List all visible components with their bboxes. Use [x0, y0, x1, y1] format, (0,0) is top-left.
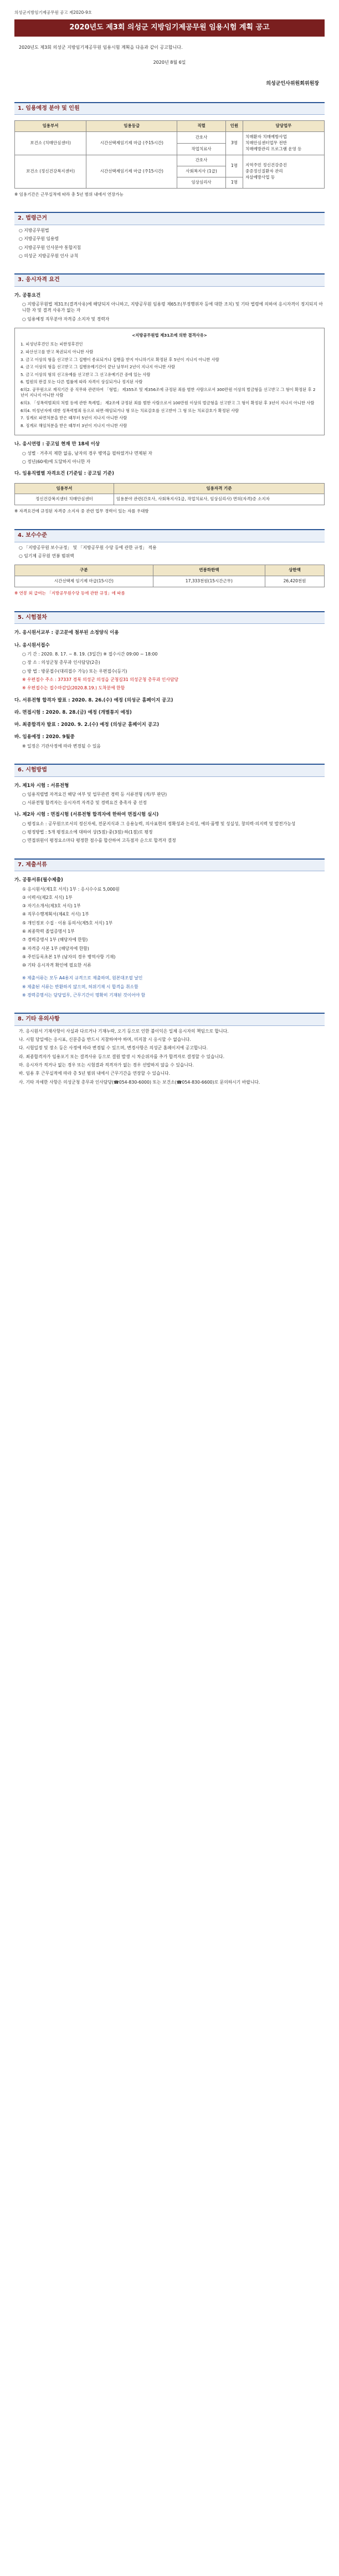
sub-heading: 가. 응시원서교부 : 공고문에 첨부된 소정양식 이용 [14, 630, 119, 636]
issuer: 의성군인사위원회위원장 [266, 80, 319, 87]
section-5-title: 5. 시험절차 [14, 611, 325, 624]
box-line: 6의3. 「성폭력범죄의 처벌 등에 관한 특례법」 제2조에 규정된 죄를 범한 사람으로서 100만원 이상의 벌금형을 선고받고 그 형이 확정된 후 3년이 지나지 아니한 사람 [20, 400, 315, 406]
sub-heading: 바. 임용예정 : 2020. 9월중 [14, 734, 75, 740]
list-item: 라. 최종합격자가 임용포기 또는 결격사유 등으로 결원 발생 시 차순위자를 추가 합격자로 결정할 수 있습니다. [19, 1054, 225, 1059]
list-item: 바. 임용 후 근무실적에 따라 총 5년 범위 내에서 근무기간을 연장할 수 있습니다. [19, 1071, 171, 1076]
mail-address-note: ※ 우편접수 주소 : 37337 경북 의성군 의성읍 군청길31 의성군청 총무과 인사담당 [22, 677, 179, 682]
box-line: 2. 파산선고를 받고 복권되지 아니한 사람 [20, 349, 94, 354]
list-item: ○ 장 소 : 의성군청 총무과 인사담당(2층) [22, 660, 100, 665]
section-4-title: 4. 보수수준 [14, 529, 325, 542]
mail-deadline-note: ※ 우편접수는 접수마감일(2020.8.19.) 도착분에 한함 [22, 685, 125, 691]
list-item: ○ 지방공무원법 제31조(결격사유)에 해당되지 아니하고, 지방공무원 임용령 제65조(부정행위자 등에 대한 조치) 및 기타 법령에 의하여 응시자격이 정지되지 아니한 자 및 결격 사유가 없는 자 [22, 301, 323, 313]
box-title: <지방공무원법 제31조에 의한 결격사유> [132, 332, 207, 338]
section-7-title: 7. 제출서류 [14, 858, 325, 872]
box-line: 1. 피성년후견인 또는 피한정후견인 [20, 342, 83, 347]
list-item: 다. 시험일정 및 장소 등은 사정에 따라 변경될 수 있으며, 변경사항은 의성군 홈페이지에 공고합니다. [19, 1045, 208, 1051]
list-item: ○ 지방공무원법 [19, 227, 49, 233]
notice-date: 2020년 8월 6일 [153, 60, 186, 65]
sub-heading: 라. 면접시험 : 2020. 8. 28.(금) 예정 (개별통지 예정) [14, 709, 132, 715]
list-item: ○ 기 간 : 2020. 8. 17. ~ 8. 19. (3일간) ※ 접수시간 09:00 ~ 18:00 [22, 652, 158, 657]
table-row: 정신건강복지센터 치매안심센터 임용분야 관련(간호사, 사회복지사1급, 작업치료사, 임상심리사) 면허(자격)증 소지자 [15, 494, 325, 505]
col-dept: 임용부서 [15, 121, 86, 132]
box-line: 7. 징계로 파면처분을 받은 때부터 5년이 지나지 아니한 사람 [20, 415, 127, 421]
table-row: 시간선택제 임기제 마급(15시간) 17,333천원(15시간근무) 26,420천원 [15, 576, 325, 587]
intro-text: 2020년도 제3회 의성군 지방임기제공무원 임용시험 계획을 다음과 같이 공고합니다. [19, 44, 183, 50]
box-line: 6. 법원의 판결 또는 다른 법률에 따라 자격이 상실되거나 정지된 사람 [20, 379, 143, 385]
section-8-title: 8. 기타 유의사항 [14, 1013, 325, 1026]
qualification-note: ※ 자격요건에 규정된 자격증 소지자 중 관련 업무 경력이 있는 자를 우대함 [14, 509, 149, 514]
list-item: 가. 응시원서 기재사항이 사실과 다르거나 기재누락, 오기 등으로 인한 불이익은 일체 응시자의 책임으로 합니다. [19, 1028, 229, 1034]
list-item: ○ 임용예정 직무분야 자격증 소지자 및 경력자 [22, 316, 110, 322]
col-job: 직렬 [177, 121, 225, 132]
list-item: ② 이력서(제2호 서식) 1부 [22, 895, 73, 900]
box-line: 6의4. 미성년자에 대한 성폭력범죄 등으로 파면·해임되거나 형 또는 치료감호를 선고받아 그 형 또는 치료감호가 확정된 사람 [20, 408, 239, 413]
list-item: ○ 성별 · 거주지 제한 없음, 남자의 경우 병역을 필하였거나 면제된 자 [22, 450, 152, 456]
sub-heading: 나. 제2차 시험 : 면접시험 (서류전형 합격자에 한하여 면접시험 실시) [14, 812, 159, 818]
table-row: 보건소 (정신건강복지센터) 시간선택제임기제 마급 (주15시간) 간호사 1명 지역주민 정신건강증진 중증정신질환자 관리 자살예방사업 등 [15, 155, 325, 166]
section-6-title: 6. 시험방법 [14, 764, 325, 777]
list-item: ⑦ 경력증명서 1부 (해당자에 한함) [22, 937, 88, 943]
list-item: 사. 기타 자세한 사항은 의성군청 총무과 인사담당(☎054-830-6000) 또는 보건소(☎054-830-6600)로 문의하시기 바랍니다. [19, 1079, 260, 1085]
list-item: ○ 방 법 : 방문접수(대리접수 가능) 또는 우편접수(등기) [22, 668, 127, 674]
sub-heading: 다. 임용직렬별 자격요건 (기준일 : 공고일 기준) [14, 471, 114, 477]
sub-heading: 마. 최종합격자 발표 : 2020. 9. 2.(수) 예정 (의성군 홈페이지 공고) [14, 722, 160, 728]
list-item: ○ 평정방법 : 5개 평정요소에 대하여 상(5점)·중(3점)·하(1점)로 평정 [22, 830, 153, 835]
schedule-note: ※ 일정은 기관사정에 따라 변경될 수 있음 [22, 743, 101, 749]
sub-heading: 나. 응시원서접수 [14, 642, 50, 648]
list-item: ③ 자기소개서(제3호 서식) 1부 [22, 903, 81, 909]
col-count: 인원 [225, 121, 243, 132]
box-line: 5. 금고 이상의 형의 선고유예를 선고받고 그 선고유예기간 중에 있는 사람 [20, 372, 151, 377]
list-item: ④ 직무수행계획서(제4호 서식) 1부 [22, 912, 89, 917]
list-item: ○ 임용직렬별 자격요건 해당 여부 및 업무관련 경력 등 서류전형 (적/부 판단) [22, 791, 167, 797]
list-item: ⑧ 자격증 사본 1부 (해당자에 한함) [22, 946, 89, 951]
list-item: ○ 지방공무원 임용령 [19, 236, 59, 242]
sub-heading: 다. 서류전형 합격자 발표 : 2020. 8. 26.(수) 예정 (의성군 홈페이지 공고) [14, 697, 173, 703]
sub-heading: 가. 공통서류(필수제출) [14, 877, 63, 883]
list-item: ○ 서류전형 합격자는 응시자격 자격증 및 경력요건 충족자 중 선정 [22, 800, 147, 806]
list-item: ○ 의성군 지방공무원 인사 규칙 [19, 253, 79, 258]
list-item: ○ 임기제 공무원 연봉 범위액 [19, 553, 74, 558]
documents-note: ※ 제출서류는 모두 A4용지 규격으로 제출하며, 원본대조필 날인 [22, 975, 143, 981]
list-item: ⑨ 주민등록초본 1부 (남자의 경우 병역사항 기재) [22, 954, 116, 959]
positions-table [14, 120, 325, 188]
documents-note: ※ 경력증명서는 담당업무, 근무기간이 명확히 기재된 것이어야 함 [22, 993, 146, 998]
box-line: 4. 금고 이상의 형을 선고받고 그 집행유예기간이 끝난 날부터 2년이 지나지 아니한 사람 [20, 364, 176, 370]
list-item: ○ 「지방공무원 보수규정」 및 「지방공무원 수당 등에 관한 규정」 적용 [19, 545, 157, 550]
list-item: 나. 시험 당일에는 응시표, 신분증을 반드시 지참하여야 하며, 미지참 시 응시할 수 없습니다. [19, 1037, 191, 1043]
col-duty: 담당업무 [243, 121, 324, 132]
list-item: ⑥ 최종학력 졸업증명서 1부 [22, 928, 75, 934]
table-row: 사회복지사 (1급) [15, 166, 325, 177]
table-row: 작업치료사 [15, 144, 325, 155]
qualification-table: 임용부서 임용자격 기준 정신건강복지센터 치매안심센터 임용분야 관련(간호사, 사회복지사1급, 작업치료사, 임상심리사) 면허(자격)증 소지자 [14, 483, 325, 506]
list-item: ○ 평정요소 : 공무원으로서의 정신자세, 전문지식과 그 응용능력, 의사표현의 정확성과 논리성, 예의·품행 및 성실성, 창의력·의지력 및 발전가능성 [22, 821, 296, 826]
box-line: 8. 징계로 해임처분을 받은 때부터 3년이 지나지 아니한 사람 [20, 423, 127, 428]
box-line: 3. 금고 이상의 형을 선고받고 그 집행이 종료되거나 집행을 받지 아니하기로 확정된 후 5년이 지나지 아니한 사람 [20, 357, 219, 362]
col-grade: 임용등급 [86, 121, 177, 132]
list-item: ⑩ 기타 응시자격 확인에 필요한 서류 [22, 963, 91, 968]
sub-heading: 가. 제1차 시험 : 서류전형 [14, 783, 69, 789]
notice-number: 의성군지방임기제공무원 공고 제2020-9호 [14, 10, 93, 15]
section-1-title: 1. 임용예정 분야 및 인원 [14, 102, 325, 115]
list-item: ○ 정년(60세)에 도달하지 아니한 자 [22, 459, 91, 464]
salary-table: 구분 연봉하한액 상한액 시간선택제 임기제 마급(15시간) 17,333천원(15시간근무) 26,420천원 [14, 565, 325, 587]
sub-heading: 가. 공통요건 [14, 292, 41, 298]
list-item: ① 응시원서(제1호 서식) 1부 : 응시수수료 5,000원 [22, 886, 120, 892]
section-2-title: 2. 법령근거 [14, 212, 325, 225]
documents-note: ※ 제출된 서류는 반환하지 않으며, 허위기재 시 합격을 취소함 [22, 984, 138, 989]
table-row: 보건소 (치매안심센터) 시간선택제임기제 마급 (주15시간) 간호사 3명 치매환자 치매예방사업 치매안심센터업무 전반 치매예방관리 프로그램 운영 등 [15, 132, 325, 144]
list-item: ○ 지방공무원 인사분야 통합지침 [19, 245, 81, 250]
section-3-title: 3. 응시자격 요건 [14, 273, 325, 287]
list-item: ⑤ 개인정보 수집 · 이용 동의서(제5호 서식) 1부 [22, 920, 113, 926]
table-row: 임상심리사 1명 [15, 177, 325, 188]
list-item: 마. 응시자가 적거나 없는 경우 또는 시험결과 적격자가 없는 경우 선발하지 않을 수 있습니다. [19, 1063, 194, 1068]
sub-heading: 나. 응시연령 : 공고일 현재 만 18세 이상 [14, 441, 100, 448]
salary-note: ※ 연봉 외 급여는 「지방공무원수당 등에 관한 규정」에 따름 [14, 591, 125, 596]
box-line: 6의2. 공무원으로 재직기간 중 직무와 관련하여 「형법」 제355조 및 제356조에 규정된 죄를 범한 사람으로서 300만원 이상의 벌금형을 선고받고 그 형이 확정된 후 2년이 지나지 아니한 사람 [20, 387, 316, 398]
section-1-note: ※ 임용기간은 근무실적에 따라 총 5년 범위 내에서 연장가능 [14, 191, 124, 197]
list-item: ○ 면접위원이 평정요소마다 평정한 점수를 합산하여 고득점자 순으로 합격자 결정 [22, 838, 176, 844]
notice-title: 2020년도 제3회 의성군 지방임기제공무원 임용시험 계획 공고 [14, 19, 325, 37]
disqualification-box [14, 328, 325, 436]
